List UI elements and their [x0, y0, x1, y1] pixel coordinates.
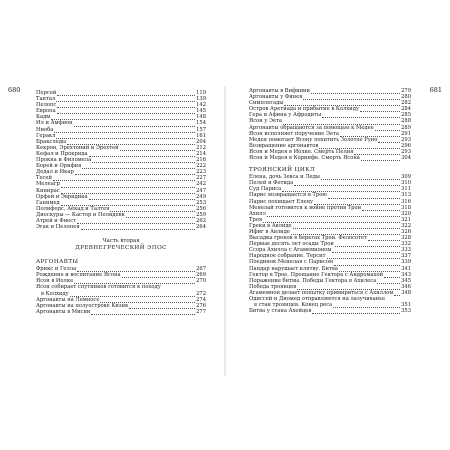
- toc-entry-title-continued: в Колхиду: [41, 290, 69, 297]
- toc-entry: [249, 205, 411, 211]
- toc-entry: [36, 120, 206, 126]
- dot-leader: [360, 107, 400, 112]
- toc-entry-page: 249: [196, 193, 206, 200]
- toc-entry-title: Ясон в Иолке: [36, 278, 74, 285]
- toc-entry-title: Народное собрание. Терсит: [249, 253, 326, 260]
- toc-entry-title: Ясон исполняет поручение Эета: [249, 130, 339, 137]
- right-toc-entries-top: [249, 88, 411, 161]
- dot-leader: [333, 303, 400, 308]
- dot-leader: [362, 205, 400, 210]
- dot-leader: [53, 176, 195, 181]
- toc-entry-page: 204: [196, 138, 206, 145]
- toc-entry-title: Орфей и Эвридика: [36, 193, 88, 200]
- toc-entry-page: 157: [196, 126, 206, 133]
- dot-leader: [377, 278, 400, 283]
- toc-entry-title: Греки в Авлиде: [249, 222, 292, 229]
- dot-leader: [375, 125, 400, 130]
- toc-entry-title: Елена, дочь Зевса и Леды: [249, 174, 320, 181]
- toc-entry-page: 277: [196, 308, 206, 315]
- toc-entry-title: Ссора Ахилла с Агамемноном: [249, 247, 332, 254]
- toc-entry-title: Прокна и Филомела: [36, 157, 92, 164]
- toc-entry: [36, 102, 206, 108]
- left-toc-entries-bottom: [36, 266, 206, 315]
- toc-entry-title: Дедал и Икар: [36, 169, 74, 176]
- toc-entry-title: Поражение битвы. Победы Гектора в Ахилеса: [249, 277, 377, 284]
- toc-entry-page: 247: [196, 187, 206, 194]
- toc-entry-page: 289: [401, 124, 411, 131]
- toc-entry-title: Аргонавты в Вифинии: [249, 88, 310, 94]
- toc-entry-page: 333: [401, 247, 411, 254]
- dot-leader: [129, 303, 195, 308]
- toc-entry-page: 291: [401, 130, 411, 137]
- toc-entry: [36, 309, 206, 315]
- toc-entry-page: 259: [196, 211, 206, 218]
- toc-entry-page: 320: [401, 210, 411, 217]
- dot-leader: [82, 164, 195, 169]
- toc-entry-title: Парис похищает Елену: [249, 198, 314, 205]
- toc-entry-title: Борей и Орифия: [36, 163, 82, 170]
- left-page-number: 680: [8, 86, 21, 94]
- toc-entry-title: Поединок Менелая с Парисом: [249, 259, 334, 266]
- part-label: Часть вторая: [102, 238, 140, 245]
- dot-leader: [120, 146, 195, 151]
- toc-entry-title-continued: в стан троянцев. Конец реса: [254, 302, 333, 309]
- section-title-trojan-cycle: ТРОЯНСКИЙ ЦИКЛ: [249, 167, 315, 174]
- dot-leader: [334, 260, 400, 265]
- toc-entry-page: 139: [196, 96, 206, 103]
- toc-entry-title: Парис возвращается в Трою: [249, 192, 327, 199]
- toc-entry-page: 321: [401, 216, 411, 223]
- toc-entry-title: Ясон и Медея в Иолке. Смерть Пелия: [249, 148, 354, 155]
- toc-entry-title: Ил и Амфион: [36, 120, 73, 127]
- toc-entry-page: 345: [401, 277, 411, 284]
- toc-entry-page: 262: [196, 217, 206, 224]
- toc-entry-page: 337: [401, 253, 411, 260]
- toc-entry-title: Аргонавты обращаются за помощью к Медее: [249, 124, 374, 131]
- dot-leader: [311, 89, 400, 94]
- toc-entry-title: Пелей и Фетида: [249, 180, 294, 187]
- toc-entry-page: 282: [401, 100, 411, 107]
- toc-entry: [36, 127, 206, 133]
- toc-entry-page: 274: [196, 296, 206, 303]
- toc-entry-title: Кекрон, Эрехтоний и Эрехтей: [36, 144, 119, 151]
- left-toc-entries-top: [36, 90, 206, 230]
- toc-entry: [36, 108, 206, 114]
- toc-entry-page: 154: [196, 120, 206, 127]
- toc-entry-title: Возвращение аргонавтов: [249, 142, 319, 149]
- toc-entry-title: Рождение и воспитание Ясона: [36, 272, 121, 279]
- toc-entry-page: 309: [401, 174, 411, 181]
- dot-leader: [57, 103, 195, 108]
- toc-entry-title: Кадм: [36, 114, 51, 121]
- toc-entry: [249, 308, 411, 314]
- toc-entry-title: Бракследы: [36, 138, 67, 145]
- toc-entry-page: 267: [196, 266, 206, 273]
- book-gutter: [224, 86, 226, 376]
- dot-leader: [322, 113, 400, 118]
- toc-entry-title: Фрикс и Гелла: [36, 266, 77, 273]
- toc-entry-page: 318: [401, 204, 411, 211]
- toc-entry-page: 148: [196, 114, 206, 121]
- toc-entry-page: 142: [196, 102, 206, 109]
- toc-entry-page: 310: [401, 180, 411, 187]
- toc-entry-page: 311: [401, 186, 411, 193]
- toc-entry-title: Одиссей и Диомед отправляются на лазучиванье: [249, 296, 386, 302]
- toc-entry-page: 280: [401, 94, 411, 101]
- toc-entry-title: Аргонавты в Мисии: [36, 308, 91, 315]
- toc-entry-page: 214: [196, 150, 206, 157]
- toc-entry: [36, 181, 206, 187]
- section-title-argonauts: АРГОНАВТЫ: [36, 259, 79, 266]
- toc-entry-page: 293: [401, 136, 411, 143]
- dot-leader: [61, 182, 195, 187]
- dot-leader: [81, 225, 196, 230]
- right-page-number: 681: [429, 86, 442, 94]
- dot-leader: [327, 254, 401, 259]
- dot-leader: [56, 97, 195, 102]
- toc-entry-title: Симплегады: [249, 100, 284, 107]
- toc-entry-page: 269: [196, 272, 206, 279]
- left-page: [0, 0, 223, 450]
- toc-entry-page: 313: [401, 192, 411, 199]
- right-toc-entries-bottom: [249, 174, 411, 314]
- toc-entry: [36, 224, 206, 230]
- toc-entry-page: 253: [196, 199, 206, 206]
- toc-entry-title: Диоскуры — Кастор и Полидевк: [36, 211, 125, 218]
- toc-entry-title: Троя: [249, 216, 263, 223]
- right-toc-list: [249, 88, 411, 314]
- toc-entry-page: 346: [401, 283, 411, 290]
- right-page: [227, 0, 450, 450]
- toc-entry: [36, 194, 206, 200]
- toc-entry-page: 119: [196, 90, 206, 96]
- toc-entry-title: Высадка греков в берегах Трои. Фелосотет: [249, 235, 367, 242]
- toc-entry-page: 212: [196, 144, 206, 151]
- toc-entry-title: Кефал и Прокрида: [36, 150, 88, 157]
- toc-entry-page: 288: [401, 118, 411, 125]
- toc-entry-page: 285: [401, 112, 411, 119]
- toc-entry-page: 332: [401, 241, 411, 248]
- toc-entry-title: Победа троянцев: [249, 283, 297, 290]
- dot-leader: [92, 158, 195, 163]
- toc-entry-page: 316: [401, 198, 411, 205]
- toc-entry-title: Медея помогает Ясону похитить Золотое Руно: [249, 136, 378, 143]
- toc-entry-title: Менелай готовится к войне против Трои: [249, 204, 362, 211]
- toc-entry-title: Ясон собирает спутников готовится к походу: [36, 284, 161, 291]
- toc-entry-title: Геракл: [36, 132, 56, 139]
- toc-entry: [249, 211, 411, 217]
- dot-leader: [321, 175, 400, 180]
- toc-entry-page: 223: [196, 169, 206, 176]
- toc-entry-title: Эгак и Пелопея: [36, 224, 80, 231]
- toc-entry-page: 216: [196, 157, 206, 164]
- toc-entry-page: 222: [196, 163, 206, 170]
- toc-entry-page: 343: [401, 271, 411, 278]
- toc-entry-title: Ясон у Эета: [249, 118, 283, 125]
- toc-entry-title: Аргонавты на Лемносе: [36, 296, 100, 303]
- toc-entry-page: 322: [401, 222, 411, 229]
- dot-leader: [394, 291, 400, 296]
- toc-entry-page: 328: [401, 235, 411, 242]
- toc-entry-page: 293: [401, 148, 411, 155]
- dot-leader: [303, 95, 400, 100]
- toc-entry-title: Гектор в Трое. Прощание Гектора с Андромахой: [249, 271, 384, 278]
- toc-entry-page: 353: [401, 308, 411, 315]
- toc-entry-page: 276: [196, 302, 206, 309]
- toc-entry-page: 270: [196, 278, 206, 285]
- toc-entry-title: Европа: [36, 108, 56, 115]
- dot-leader: [328, 193, 400, 198]
- dot-leader: [312, 309, 400, 314]
- toc-entry-title: Ганимед: [36, 199, 60, 206]
- toc-entry-page: 339: [401, 259, 411, 266]
- dot-leader: [368, 236, 400, 241]
- toc-entry-title: Полифорс, Аёкад и Талтея: [36, 205, 110, 212]
- dot-leader: [54, 127, 195, 132]
- toc-entry-page: 326: [401, 228, 411, 235]
- toc-entry-title: Пелопс: [36, 102, 57, 109]
- part-title: ДРЕВНЕГРЕЧЕСКИЙ ЭПОС: [75, 245, 167, 252]
- toc-entry-page: 145: [196, 108, 206, 115]
- dot-leader: [354, 150, 400, 155]
- dot-leader: [56, 133, 195, 138]
- toc-entry-title: Пандар нарушает клятву. Битва: [249, 265, 338, 272]
- toc-entry: [36, 175, 206, 181]
- toc-entry-title: Мелеагр: [36, 181, 60, 188]
- dot-leader: [77, 219, 195, 224]
- toc-entry-page: 227: [196, 175, 206, 182]
- toc-entry-page: 279: [401, 88, 411, 94]
- toc-entry-title: Ахилл: [249, 210, 266, 217]
- toc-entry: [36, 90, 206, 96]
- toc-entry-title: Тантал: [36, 96, 56, 103]
- toc-entry-title: Первые десять лет осады Трои: [249, 241, 334, 248]
- left-toc-list: [36, 90, 206, 315]
- toc-entry-title: Остров Аретиада и прибытие в Колхиду: [249, 106, 359, 113]
- toc-entry-page: 351: [401, 302, 411, 309]
- dot-leader: [89, 194, 196, 199]
- toc-entry-page: 256: [196, 205, 206, 212]
- dot-leader: [267, 211, 400, 216]
- dot-leader: [75, 170, 195, 175]
- toc-entry-page: 272: [196, 290, 206, 297]
- dot-leader: [335, 242, 400, 247]
- toc-entry-page: 264: [196, 224, 206, 231]
- dot-leader: [378, 137, 400, 142]
- dot-leader: [57, 109, 195, 114]
- dot-leader: [294, 181, 400, 186]
- toc-entry-title: Суд Париса: [249, 186, 282, 193]
- dot-leader: [384, 272, 400, 277]
- toc-entry-page: 284: [401, 106, 411, 113]
- dot-leader: [91, 310, 195, 315]
- toc-entry-title: Аргонавты у Финея: [249, 94, 303, 101]
- toc-entry: [249, 155, 411, 161]
- dot-leader: [122, 273, 195, 278]
- toc-entry-title: Кинирас: [36, 187, 60, 194]
- toc-entry-title: Аргонавты на полуострове Кизик: [36, 302, 129, 309]
- toc-entry: [36, 169, 206, 175]
- toc-entry-title: Ниоба: [36, 126, 54, 133]
- toc-entry-title: Атрей и Фиест: [36, 217, 77, 224]
- toc-entry-page: 304: [401, 155, 411, 162]
- toc-entry-title: Персей: [36, 90, 57, 96]
- toc-entry-title: Тесей: [36, 175, 52, 182]
- dot-leader: [57, 91, 195, 96]
- toc-entry-title: Агамемнон делает попытку примириться с Ахиллом: [249, 289, 394, 296]
- toc-entry-title: Битва у стана Ахейцев: [249, 308, 312, 315]
- dot-leader: [74, 121, 195, 126]
- toc-entry-title: Ясон и Медея в Коринфе. Смерть Ясона: [249, 155, 360, 162]
- toc-entry-page: 161: [196, 132, 206, 139]
- toc-entry-page: 296: [401, 142, 411, 149]
- toc-entry-page: 341: [401, 265, 411, 272]
- dot-leader: [332, 248, 400, 253]
- toc-entry: [36, 96, 206, 102]
- dot-leader: [89, 152, 196, 157]
- dot-leader: [361, 156, 400, 161]
- dot-leader: [293, 224, 400, 229]
- toc-entry-title: Ифиг в Авлиде: [249, 228, 290, 235]
- toc-entry-page: 242: [196, 181, 206, 188]
- dot-leader: [126, 213, 195, 218]
- toc-entry-title: Гера и Афина у Афродиты: [249, 112, 322, 119]
- toc-entry-page: 348: [401, 289, 411, 296]
